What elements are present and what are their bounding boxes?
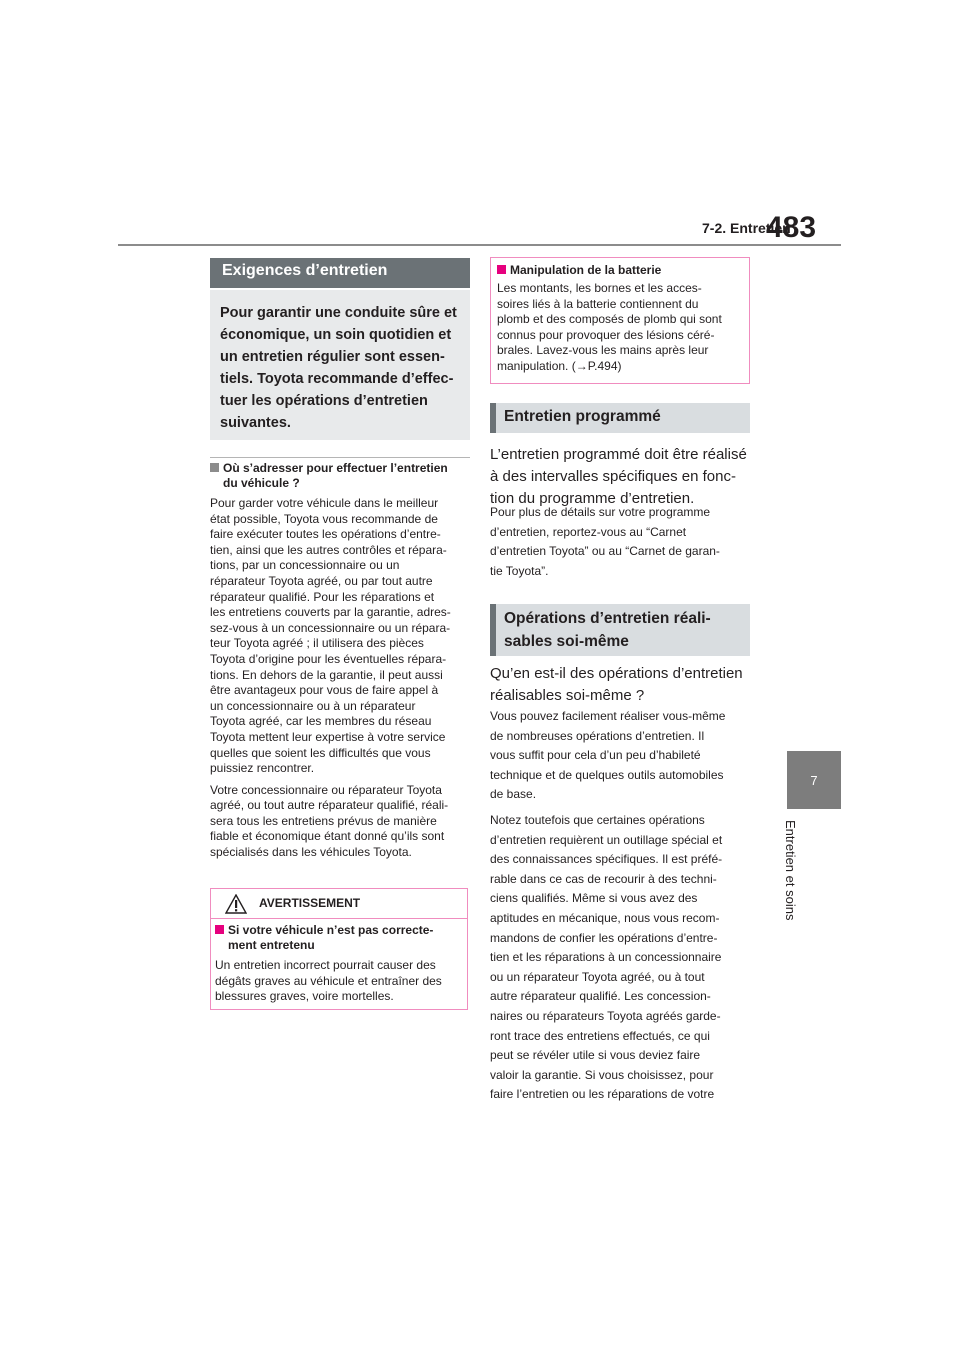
intro-line: suivantes. — [220, 415, 291, 431]
warning-header: AVERTISSEMENT — [211, 889, 467, 919]
warning-subtitle: Si votre véhicule n’est pas correcte- ment entretenu — [215, 923, 465, 953]
diy-lead: Qu’en est-il des opérations d’entretien réalisables soi-même ? — [490, 665, 743, 704]
header-rule — [118, 244, 841, 246]
page-number: 483 — [766, 211, 817, 244]
square-bullet-icon — [215, 925, 224, 934]
chapter-tab: 7 — [787, 751, 841, 809]
intro-line: un entretien régulier sont essen- — [220, 349, 445, 365]
where-title: Où s’adresser pour effectuer l’entretien du véhicule ? — [210, 461, 472, 491]
warning-body: Un entretien incorrect pourrait causer des dégâts graves au véhicule et entraîner des blessures graves, voire mortelles. — [215, 958, 442, 1004]
warning-triangle-icon — [225, 894, 247, 914]
scheduled-lead: L’entretien programmé doit être réalisé à des intervalles spécifiques en fonc- tion du programme d’entretien. — [490, 446, 747, 507]
intro-line: tiels. Toyota recommande d’effec- — [220, 371, 454, 387]
diy-body: Vous pouvez facilement réaliser vous-même de nombreuses opérations d’entretien. Il vous suffit pour cela d’un peu d’habileté technique et de quelques outils automobiles de base. Notez toutefois que certaines opérations d’entretien requièrent un outillage spécial et des connaissances spécifiques. Il est préfé- rable dans ce cas de recourir à des techni- ciens qualifiés. Même si vous avez des aptitudes en mécanique, nous vous recom- mandons de confier les opérations d’entre- tien et les réparations à un concessionnaire ou un réparateur Toyota agréé, ou à tout autre réparateur qualifié. Les concession- naires ou réparateurs Toyota agréés garde- ront trace des entretiens effectués, ce qui peut se révéler utile si vous deviez faire valoir la garantie. Si vous choisissez, pour faire l’entretien ou les réparations de votre — [490, 709, 726, 1102]
scheduled-body: Pour plus de détails sur votre programme d’entretien, reportez-vous au “Carnet d’entretien Toyota” ou au “Carnet de garan- tie Toyota”. — [490, 505, 720, 578]
intro-line: économique, un soin quotidien et — [220, 327, 452, 343]
chapter-label: Entretien et soins — [783, 820, 798, 921]
heading-exigences: Exigences d’entretien — [210, 258, 470, 288]
heading-entretien-programme: Entretien programmé — [490, 403, 750, 433]
warning-box — [210, 888, 468, 1010]
heading-operations-soi-meme: Opérations d’entretien réali- sables soi-même — [490, 604, 750, 656]
intro-line: Pour garantir une conduite sûre et — [220, 305, 457, 321]
section-title: 7-2. Entretien — [702, 220, 791, 236]
square-bullet-icon — [210, 463, 219, 472]
where-body: Pour garder votre véhicule dans le meilleur état possible, Toyota vous recommande de faire exécuter toutes les opérations d’entre- tien, ainsi que les autres contrôles et répara- tions, par un concessionnaire ou un réparateur Toyota agréé, ou par tout autre réparateur qualifié. Pour les réparations et les entretiens couverts par la garantie, adres- sez-vous à un concessionnaire ou un répara- teur Toyota agréé ; il utilisera des pièces Toyota d’origine pour les éventuelles répara- tions. En dehors de la garantie, il peut aussi être avantageux pour vous de faire appel à un concessionnaire ou à un réparateur Toyota agréé, car les membres du réseau Toyota mettent leur expertise à votre service quelles que soient les difficultés que vous puissiez rencontrer. Votre concessionnaire ou réparateur Toyota agréé, ou tout autre réparateur qualifié, réali- sera tous les entretiens prévus de manière fiable et économique étant donné qu’ils sont spécialisés dans les véhicules Toyota. — [210, 496, 451, 860]
divider — [210, 457, 470, 458]
intro-line: tuer les opérations d’entretien — [220, 393, 428, 409]
battery-box — [490, 257, 750, 384]
intro-box — [210, 290, 470, 440]
square-bullet-icon — [497, 265, 506, 274]
battery-body: Les montants, les bornes et les acces- soires liés à la batterie contiennent du plomb et des composés de plomb qui sont connus pour provoquer des lésions céré- brales. Lavez-vous les mains après leur manipulation. (→P.494) — [497, 281, 722, 373]
battery-title: Manipulation de la batterie — [497, 263, 661, 278]
